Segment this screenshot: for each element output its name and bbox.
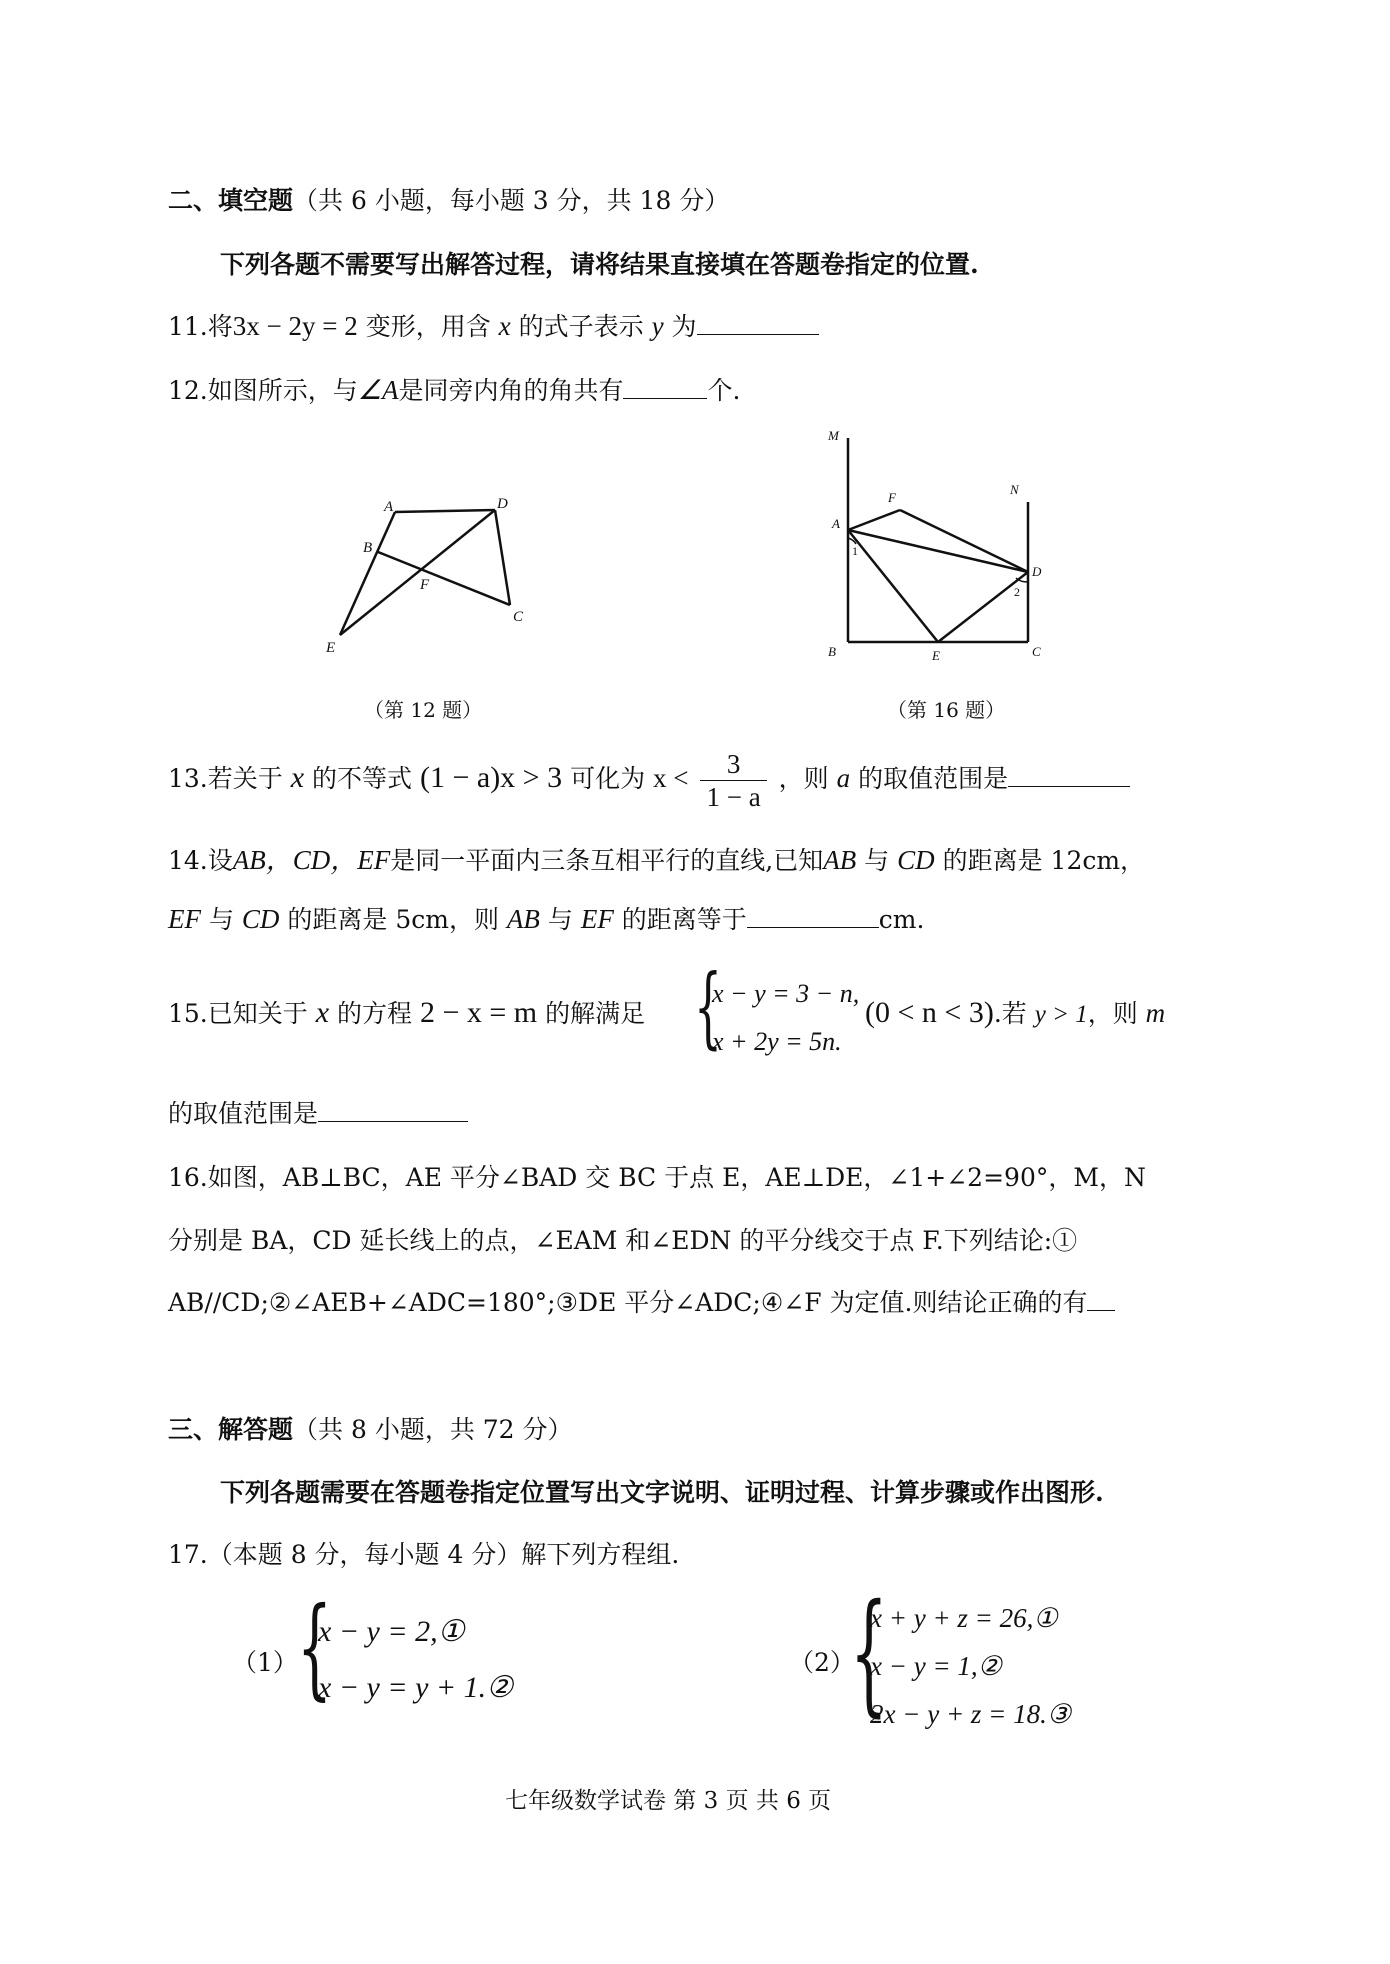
fig12-segment-ae <box>340 512 395 635</box>
q17-part-2-eq-1: x + y + z = 26,① <box>870 1603 1058 1633</box>
q15-text-5: 的取值范围是 <box>168 1099 319 1128</box>
question-16-line-1: 16.如图，AB⊥BC，AE 平分∠BAD 交 BC 于点 E，AE⊥DE，∠1+∠2=90°，M，N <box>168 1163 1146 1192</box>
q14-answer-blank <box>747 905 879 928</box>
question-15-tail <box>865 994 1165 1030</box>
fig16-line-ad <box>848 530 1028 572</box>
q15-system <box>712 970 859 1066</box>
q15-system-eq-1: x − y = 3 − n, <box>712 979 860 1008</box>
q13-inequality: (1 − a)x > 3 <box>419 761 563 794</box>
q13-text-1: 的不等式 <box>312 764 413 793</box>
fig16-label-c: C <box>1032 644 1041 659</box>
q14-cd-2: CD <box>241 904 280 934</box>
q15-system-brace: { <box>694 955 722 1058</box>
q13-var-x: x <box>290 761 305 794</box>
fig12-label-c: C <box>513 609 524 625</box>
page-footer: 七年级数学试卷 第 3 页 共 6 页 <box>505 1788 832 1814</box>
q11-text-1: 变形，用含 <box>365 312 491 341</box>
question-12 <box>168 371 740 407</box>
fig16-line-af <box>848 510 900 530</box>
question-15-line-2 <box>168 1094 468 1130</box>
q17-part-1-eq-2: x − y = y + 1.② <box>318 1671 514 1704</box>
q12-answer-blank <box>623 376 707 399</box>
q17-part-2-brace: { <box>850 1576 888 1730</box>
q14-ab-2: AB <box>506 904 540 934</box>
fig12-label-b: B <box>363 540 373 556</box>
section2-heading-line <box>168 181 729 217</box>
fig12-segment-ad <box>395 510 495 512</box>
section2-heading: 二、填空题 <box>168 186 294 215</box>
question-16-line-3 <box>168 1283 1115 1319</box>
q12-text-1: 是同旁内角的角共有 <box>398 376 624 405</box>
section3-heading-note: （共 8 小题，共 72 分） <box>293 1415 573 1444</box>
q16-answer-blank <box>1087 1288 1115 1311</box>
q15-text-2: 的解满足 <box>545 999 646 1028</box>
fig12-caption: （第 12 题） <box>364 698 483 722</box>
question-16-line-2: 分别是 BA，CD 延长线上的点，∠EAM 和∠EDN 的平分线交于点 F.下列结论:① <box>168 1226 1078 1255</box>
fig12-label-a: A <box>384 499 394 515</box>
q11-var-x: x <box>498 311 511 341</box>
q13-fraction-numerator: 3 <box>726 749 741 779</box>
q13-text-3: ，则 <box>778 764 829 793</box>
fig12-segment-dc <box>495 510 510 605</box>
question-15 <box>168 994 645 1030</box>
section3-heading: 三、解答题 <box>168 1415 294 1444</box>
question-14-line-1 <box>168 838 1145 877</box>
fig16-label-f: F <box>888 490 896 505</box>
fig16-label-b: B <box>828 644 836 659</box>
q13-lhs: x < <box>653 763 689 793</box>
q14-text-5: 的距离是 5cm，则 <box>287 905 499 934</box>
q15-condition-2: y > 1 <box>1034 1001 1088 1028</box>
question-14-line-2 <box>168 900 924 936</box>
q14-text-4: 与 <box>208 905 234 934</box>
fig12-segment-de <box>340 510 495 635</box>
q14-ef: EF <box>168 904 201 934</box>
q17-part-1-system <box>318 1604 513 1716</box>
q14-text-1: 14.设 <box>168 846 233 875</box>
q14-unit: cm. <box>878 905 925 934</box>
q14-ef-2: EF <box>580 904 614 934</box>
question-11 <box>168 307 819 343</box>
q13-text-2: 可化为 <box>570 764 646 793</box>
q15-var-x: x <box>315 996 330 1029</box>
q14-text-2: 是同一平面内三条互相平行的直线,已知 <box>390 846 824 875</box>
q15-system-eq-2: x + 2y = 5n. <box>712 1027 842 1056</box>
q11-answer-blank <box>697 312 819 335</box>
figure-16 <box>810 420 1070 670</box>
q17-part-1-label: （1） <box>232 1648 298 1677</box>
fig12-segment-bc <box>378 552 510 605</box>
q15-answer-blank <box>318 1099 468 1122</box>
q12-text-2: 个. <box>707 376 741 405</box>
section2-instruction: 下列各题不需要写出解答过程，请将结果直接填在答题卷指定的位置. <box>220 250 979 279</box>
q15-var-m: m <box>1145 998 1166 1028</box>
question-17-title: 17.（本题 8 分，每小题 4 分）解下列方程组. <box>168 1540 680 1569</box>
q15-text-1: 的方程 <box>337 999 413 1028</box>
q13-fraction <box>700 748 766 813</box>
q11-var-y: y <box>651 311 664 341</box>
q15-condition: (0 < n < 3) <box>865 996 994 1029</box>
q11-text-3: 为 <box>671 312 697 341</box>
q17-part-2-system <box>870 1594 1071 1738</box>
fig16-angle-1-label: 1 <box>852 544 858 558</box>
q14-text-3: 的距离是 12cm， <box>942 846 1146 875</box>
q14-with-1: 与 <box>864 846 890 875</box>
q17-part-2-eq-3: 2x − y + z = 18.③ <box>870 1699 1072 1729</box>
section3-instruction: 下列各题需要在答题卷指定位置写出文字说明、证明过程、计算步骤或作出图形. <box>220 1478 1104 1507</box>
q16-text-3: AB//CD;②∠AEB+∠ADC=180°;③DE 平分∠ADC;④∠F 为定值.则结论正确的有 <box>168 1288 1088 1317</box>
q17-part-2-label: （2） <box>789 1648 855 1677</box>
q11-equation: 3x − 2y = 2 <box>232 311 358 341</box>
q17-part-2-eq-2: x − y = 1,② <box>870 1651 1002 1681</box>
q15-text-3: .若 <box>993 999 1027 1028</box>
fig12-label-f: F <box>420 577 430 593</box>
q12-angle: ∠A <box>357 375 399 405</box>
section3-heading-line <box>168 1410 573 1446</box>
fig16-label-a: A <box>832 516 840 531</box>
q13-var-a: a <box>836 763 851 793</box>
fig16-label-e: E <box>932 648 940 663</box>
fig12-label-d: D <box>497 496 508 512</box>
fig16-label-d: D <box>1032 564 1042 579</box>
q13-answer-blank <box>1008 764 1130 787</box>
figure-12 <box>300 480 560 670</box>
fig16-line-fd <box>900 510 1028 572</box>
q11-number: 11.将 <box>168 312 233 341</box>
q14-cd: CD <box>897 845 935 875</box>
fig16-line-ed <box>938 572 1028 642</box>
q17-part-1-eq-1: x − y = 2,① <box>318 1615 465 1648</box>
fig16-label-n: N <box>1010 482 1019 497</box>
q15-number: 15.已知关于 <box>168 999 308 1028</box>
fig16-angle-2-label: 2 <box>1014 585 1020 599</box>
section2-heading-note: （共 6 小题，每小题 3 分，共 18 分） <box>293 186 730 215</box>
q13-fraction-denominator: 1 − a <box>700 780 766 813</box>
q14-text-6: 的距离等于 <box>621 905 747 934</box>
q15-text-4: ，则 <box>1087 999 1138 1028</box>
q14-with-2: 与 <box>547 905 573 934</box>
q12-number: 12.如图所示，与 <box>168 376 358 405</box>
q17-part-1-brace: { <box>297 1583 332 1711</box>
question-13 <box>168 748 1130 813</box>
q14-ab: AB <box>823 845 857 875</box>
q15-equation: 2 − x = m <box>419 996 538 1029</box>
q14-segments: AB，CD，EF <box>232 845 391 875</box>
fig16-label-m: M <box>828 428 839 443</box>
fig16-caption: （第 16 题） <box>887 698 1006 722</box>
fig12-label-e: E <box>326 640 336 656</box>
q11-text-2: 的式子表示 <box>518 312 644 341</box>
q13-text-4: 的取值范围是 <box>858 764 1009 793</box>
q13-number: 13.若关于 <box>168 764 283 793</box>
